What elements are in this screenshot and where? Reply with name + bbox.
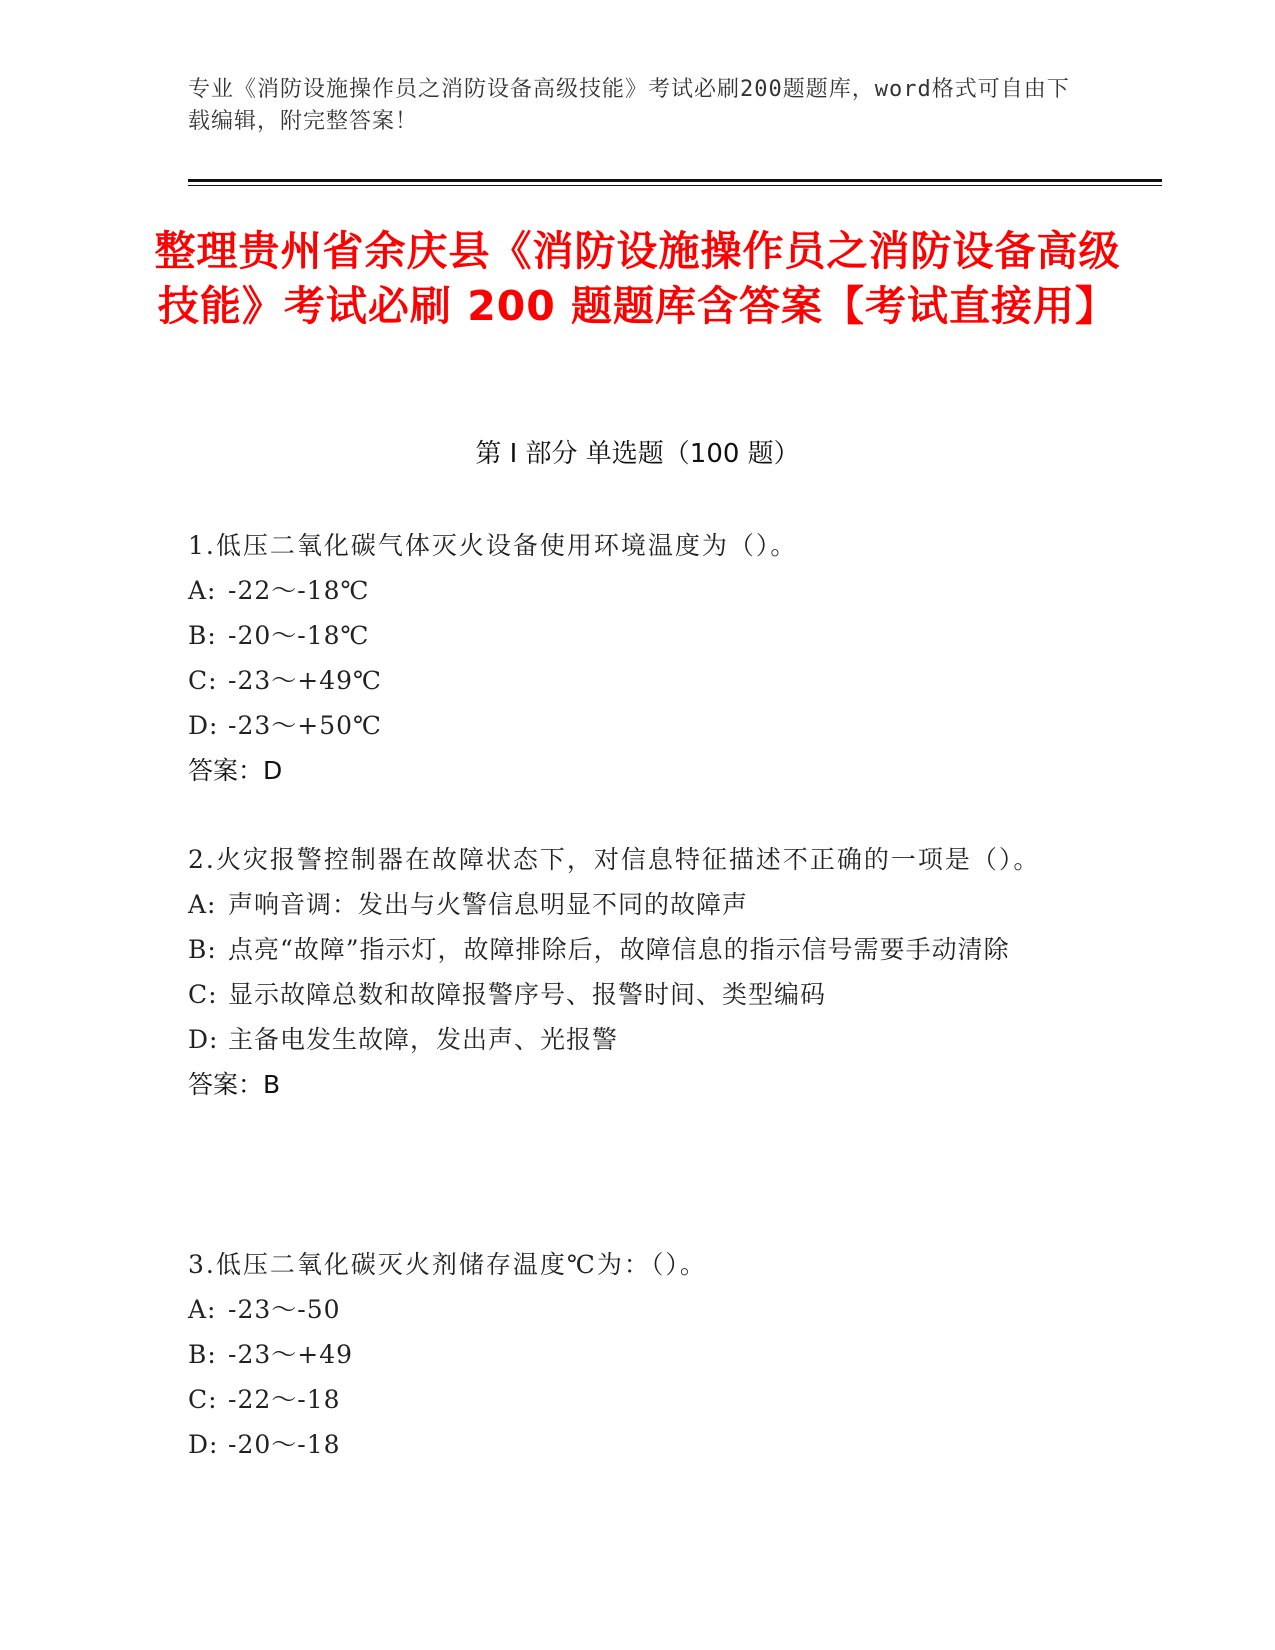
question-stem: 3.低压二氧化碳灭火剂储存温度℃为：（）。	[188, 1250, 707, 1279]
option-key: A:	[188, 576, 217, 605]
option-a	[188, 882, 1078, 927]
answer: 答案：D	[188, 756, 283, 785]
option-key: B:	[188, 621, 217, 650]
question-1	[188, 523, 1078, 793]
option-key: C:	[188, 980, 218, 1009]
option-b	[188, 613, 1078, 658]
option-c	[188, 972, 1078, 1017]
option-d	[188, 703, 1078, 748]
option-text: -23～+50℃	[228, 711, 382, 740]
question-2	[188, 837, 1078, 1107]
option-b	[188, 1332, 1078, 1377]
option-key: D:	[188, 711, 219, 740]
section-heading: 第 I 部分 单选题（100 题）	[475, 439, 800, 469]
option-text: -23～+49℃	[228, 666, 382, 695]
option-text: 主备电发生故障，发出声、光报警	[228, 1025, 619, 1054]
question-stem: 2.火灾报警控制器在故障状态下，对信息特征描述不正确的一项是（）。	[188, 845, 1041, 874]
document-title: 整理贵州省余庆县《消防设施操作员之消防设备高级技能》考试必刷 200 题题库含答案【考试直接用】	[154, 227, 1121, 330]
option-a	[188, 568, 1078, 613]
option-key: A:	[188, 890, 217, 919]
option-key: B:	[188, 935, 217, 964]
option-key: D:	[188, 1025, 219, 1054]
option-text: -23～-50	[228, 1295, 341, 1324]
option-text: 显示故障总数和故障报警序号、报警时间、类型编码	[228, 980, 827, 1009]
option-key: C:	[188, 1385, 218, 1414]
header-rule-thin	[188, 185, 1162, 186]
question-3	[188, 1242, 1078, 1467]
answer: 答案：B	[188, 1070, 281, 1099]
option-c	[188, 1377, 1078, 1422]
option-d	[188, 1422, 1078, 1467]
option-key: D:	[188, 1430, 219, 1459]
option-a	[188, 1287, 1078, 1332]
option-text: -20～-18	[228, 1430, 341, 1459]
option-d	[188, 1017, 1078, 1062]
option-text: -22～-18℃	[228, 576, 370, 605]
option-text: -22～-18	[228, 1385, 341, 1414]
question-stem: 1.低压二氧化碳气体灭火设备使用环境温度为（）。	[188, 531, 798, 560]
option-text: -20～-18℃	[228, 621, 370, 650]
option-text: -23～+49	[228, 1340, 354, 1369]
option-text: 声响音调：发出与火警信息明显不同的故障声	[228, 890, 749, 919]
option-key: C:	[188, 666, 218, 695]
option-c	[188, 658, 1078, 703]
header-rule-thick	[188, 179, 1162, 182]
option-b	[188, 927, 1078, 972]
option-key: A:	[188, 1295, 217, 1324]
document-header-note: 专业《消防设施操作员之消防设备高级技能》考试必刷200题题库，word格式可自由下载编辑，附完整答案！	[188, 77, 1070, 134]
option-text: 点亮“故障”指示灯，故障排除后，故障信息的指示信号需要手动清除	[228, 935, 1010, 964]
option-key: B:	[188, 1340, 217, 1369]
